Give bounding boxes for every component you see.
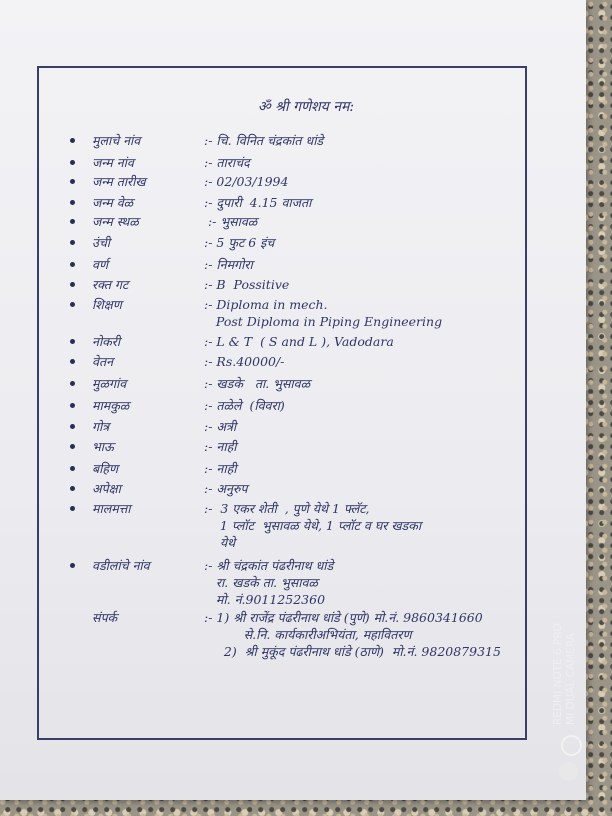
field-label: नोकरी — [92, 334, 121, 349]
field-label: वेतन — [92, 354, 114, 369]
field-label: मुळगांव — [92, 376, 127, 391]
field-value-line: :- श्री चंद्रकांत पंढरीनाथ धांडे — [204, 558, 334, 573]
field-value — [204, 438, 236, 455]
field-value — [204, 480, 247, 497]
field-value — [204, 609, 501, 660]
field-value-line: :- 3 एकर शेती , पुणे येथे 1 फ्लॅट, — [204, 501, 370, 516]
field-label: अपेक्षा — [92, 481, 121, 496]
field-label: वडीलांचे नांव — [92, 558, 150, 573]
field-value — [204, 173, 288, 190]
field-label: वर्ण — [92, 257, 108, 272]
bullet-icon — [70, 444, 75, 449]
document-title: ॐ श्री गणेशय नम: — [257, 99, 355, 115]
field-value — [204, 194, 311, 211]
field-value-line: 2) श्री मुकूंद पंढरीनाथ धांडे (ठाणे) मो.नं. 9820879315 — [204, 644, 501, 659]
bullet-icon — [70, 563, 75, 568]
field-value — [204, 500, 421, 551]
field-value — [204, 333, 394, 350]
bullet-icon — [70, 466, 75, 471]
field-value-line: :- 5 फुट 6 इंच — [204, 235, 275, 250]
field-value — [204, 353, 284, 370]
field-value-line: मो. नं.9011252360 — [204, 592, 326, 607]
bullet-icon — [70, 424, 75, 429]
bullet-icon — [70, 339, 75, 344]
field-value — [204, 256, 253, 273]
field-label: बहिण — [92, 461, 119, 476]
field-value — [204, 276, 289, 293]
watermark-line-1: REDMI NOTE 6 PRO — [552, 623, 564, 725]
field-value-line: Post Diploma in Piping Engineering — [204, 314, 443, 329]
field-value — [204, 460, 236, 477]
field-value-line: :- B Possitive — [204, 277, 290, 292]
field-value — [204, 234, 274, 251]
bullet-icon — [70, 486, 75, 491]
bullet-icon — [70, 138, 75, 143]
field-value — [204, 397, 285, 414]
bullet-icon — [70, 506, 75, 511]
field-value-line: :- निमगोरा — [204, 257, 253, 272]
field-label: संपर्क — [92, 610, 118, 625]
field-value — [204, 213, 257, 230]
field-value-line: :- Rs.40000/- — [204, 354, 285, 369]
field-label: भाऊ — [92, 439, 114, 454]
field-value-line: :- चि. विनित चंद्रकांत धांडे — [204, 133, 324, 148]
watermark-dot-icon — [559, 762, 578, 781]
field-label: उंची — [92, 235, 111, 250]
field-value-line: :- भुसावळ — [204, 214, 258, 229]
field-label: जन्म तारीख — [92, 174, 146, 189]
field-value-line: :- दुपारी 4.15 वाजता — [204, 195, 312, 210]
field-value-line: येथे — [204, 535, 236, 550]
field-label: जन्म वेळ — [92, 195, 134, 210]
field-value — [204, 132, 323, 149]
field-value-line: :- Diploma in mech. — [204, 297, 328, 312]
field-value — [204, 418, 236, 435]
field-value-line: :- 1) श्री राजेंद्र पंढरीनाथ धांडे (पुणे) मो.नं. 9860341660 — [204, 610, 483, 625]
field-value — [204, 296, 442, 330]
field-label: मालमत्ता — [92, 501, 131, 516]
field-value — [204, 557, 333, 608]
bullet-icon — [70, 403, 75, 408]
field-value-line: :- तळेले (विवरा) — [204, 398, 285, 413]
bullet-icon — [70, 262, 75, 267]
bullet-icon — [70, 282, 75, 287]
field-value-line: से.नि. कार्यकारीअभियंता, महावितरण — [204, 627, 412, 642]
field-label: मामकुळ — [92, 398, 130, 413]
bullet-icon — [70, 200, 75, 205]
field-label: शिक्षण — [92, 297, 122, 312]
camera-watermark — [552, 575, 592, 725]
field-value-line: :- नाही — [204, 439, 237, 454]
field-value-line: :- ताराचंद — [204, 155, 250, 170]
field-label: जन्म स्थळ — [92, 214, 139, 229]
field-label: जन्म नांव — [92, 155, 134, 170]
bullet-icon — [70, 160, 75, 165]
field-value-line: 1 प्लॉट भुसावळ येथे, 1 प्लॉट व घर खडका — [204, 518, 422, 533]
bullet-icon — [70, 179, 75, 184]
field-value — [204, 375, 310, 392]
watermark-line-2: MI DUAL CAMERA — [565, 633, 577, 725]
field-value-line: :- 02/03/1994 — [204, 174, 289, 189]
field-value-line: :- नाही — [204, 461, 237, 476]
field-value — [204, 154, 250, 171]
field-value-line: रा. खडके ता. भुसावळ — [204, 575, 318, 590]
field-value-line: :- अत्री — [204, 419, 237, 434]
field-label: रक्त गट — [92, 277, 129, 292]
bullet-icon — [70, 359, 75, 364]
watermark-circle-icon — [561, 735, 582, 756]
field-value-line: :- अनुरुप — [204, 481, 248, 496]
bullet-icon — [70, 240, 75, 245]
bullet-icon — [70, 219, 75, 224]
field-value-line: :- खडके ता. भुसावळ — [204, 376, 311, 391]
bullet-icon — [70, 302, 75, 307]
field-label: मुलाचे नांव — [92, 133, 141, 148]
bullet-icon — [70, 381, 75, 386]
field-label: गोत्र — [92, 419, 110, 434]
field-value-line: :- L & T ( S and L ), Vadodara — [204, 334, 394, 349]
